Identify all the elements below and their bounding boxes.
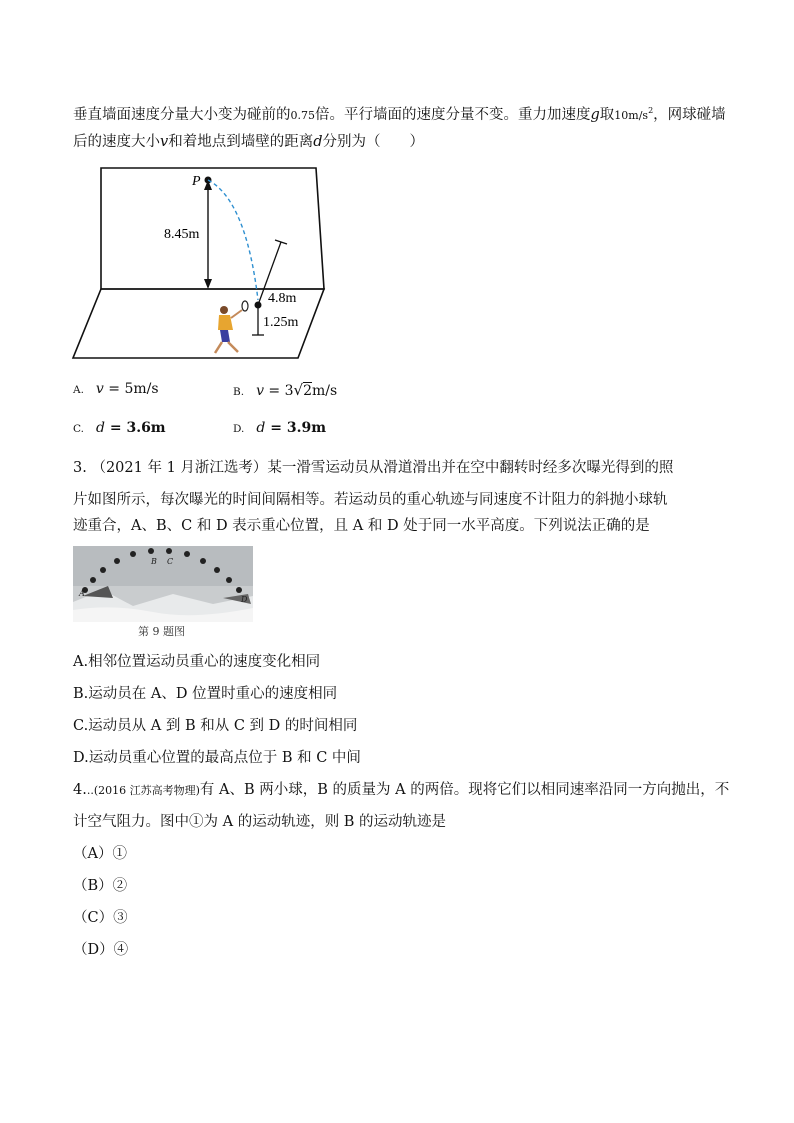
q4-text: 有 A、B 两小球，B 的质量为 A 的两倍。现将它们以相同速率沿同一方向抛出，不: [199, 782, 730, 798]
q4-stem-line1: [73, 780, 729, 801]
option-var: v: [95, 381, 104, 397]
q2-g-exponent: 2: [648, 106, 654, 115]
option-var: d: [256, 420, 266, 436]
q2-option-d[interactable]: [233, 420, 326, 436]
q2-g-symbol: g: [590, 106, 600, 123]
label-height: 8.45m: [164, 227, 200, 242]
q3-option-d[interactable]: D.运动员重心位置的最高点位于 B 和 C 中间: [73, 750, 361, 766]
q2-option-c[interactable]: [73, 420, 166, 436]
label-p: P: [192, 174, 201, 189]
option-label: D.: [233, 423, 245, 435]
q3-option-b[interactable]: B.运动员在 A、D 位置时重心的速度相同: [73, 686, 338, 702]
q2-text: 垂直墙面速度分量大小变为碰前的: [73, 106, 291, 123]
q2-option-b[interactable]: [233, 381, 337, 399]
q2-text: 后的速度大小: [73, 134, 160, 150]
option-eq: = 3.6m: [104, 420, 166, 436]
option-eq: = 3: [263, 383, 294, 399]
ball: [255, 302, 262, 309]
q3-stem-line2: 片如图所示，每次曝光的时间间隔相等。若运动员的重心轨迹与同速度不计阻力的斜抛小球轨: [73, 492, 668, 508]
q3-option-a[interactable]: A.相邻位置运动员重心的速度变化相同: [73, 654, 321, 670]
wall-plane: [101, 168, 324, 289]
q2-d-symbol: d: [313, 134, 323, 150]
photo-label-d: D: [241, 595, 248, 604]
photo-label-c: C: [167, 557, 174, 566]
q2-v-symbol: v: [160, 134, 169, 150]
option-var: d: [96, 420, 105, 436]
arrow-head-down: [204, 279, 212, 289]
q4-option-c[interactable]: （C）③: [73, 910, 128, 926]
q2-text: ，网球碰墙: [653, 106, 726, 123]
ski-photo: [73, 546, 253, 622]
option-radicand: 2: [303, 383, 313, 399]
option-label: A.: [73, 384, 84, 396]
q4-option-d[interactable]: （D）④: [73, 942, 129, 958]
tennis-wall-figure: [68, 160, 338, 365]
photo-caption: 第 9 题图: [138, 625, 185, 638]
q4-option-a[interactable]: （A）①: [73, 846, 127, 862]
ball-trajectory: [208, 180, 258, 300]
q2-stem-line2: [73, 132, 424, 152]
option-var: v: [256, 383, 264, 399]
option-label: C.: [73, 423, 84, 435]
q2-option-a[interactable]: [73, 381, 159, 397]
q2-text: 和着地点到墙壁的距离: [168, 134, 314, 150]
photo-label-a: A: [79, 589, 85, 598]
q4-option-b[interactable]: （B）②: [73, 878, 128, 894]
q3-stem-line1: 3. （2021 年 1 月浙江选考）某一滑雪运动员从滑道滑出并在空中翻转时经多次曝光得到的照: [73, 460, 674, 476]
option-eq: = 5m/s: [103, 381, 159, 397]
label-distance: 4.8m: [268, 291, 297, 306]
q2-stem-line1: [73, 101, 726, 126]
label-racket-height: 1.25m: [263, 315, 299, 330]
sqrt-icon: √: [293, 381, 304, 399]
q4-number: 4.: [73, 782, 87, 798]
q2-ratio: 0.75: [290, 108, 315, 122]
option-label: B.: [233, 386, 245, 398]
q2-text: 倍。平行墙面的速度分量不变。重力加速度: [315, 106, 591, 123]
photo-label-b: B: [151, 557, 157, 566]
q3-option-c[interactable]: C.运动员从 A 到 B 和从 C 到 D 的时间相同: [73, 718, 358, 734]
q2-g-value: 10m/s: [614, 108, 649, 122]
option-eq: = 3.9m: [265, 420, 327, 436]
q4-source: ..(2016 江苏高考物理): [86, 784, 200, 797]
option-unit: m/s: [312, 383, 338, 399]
q3-stem-line3: 迹重合，A、B、C 和 D 表示重心位置，且 A 和 D 处于同一水平高度。下列说法正确的是: [73, 518, 650, 534]
q2-text: 分别为（ ）: [322, 134, 424, 150]
q2-text: 取: [599, 106, 615, 123]
q4-stem-line2: 计空气阻力。图中①为 A 的运动轨迹，则 B 的运动轨迹是: [73, 814, 447, 830]
